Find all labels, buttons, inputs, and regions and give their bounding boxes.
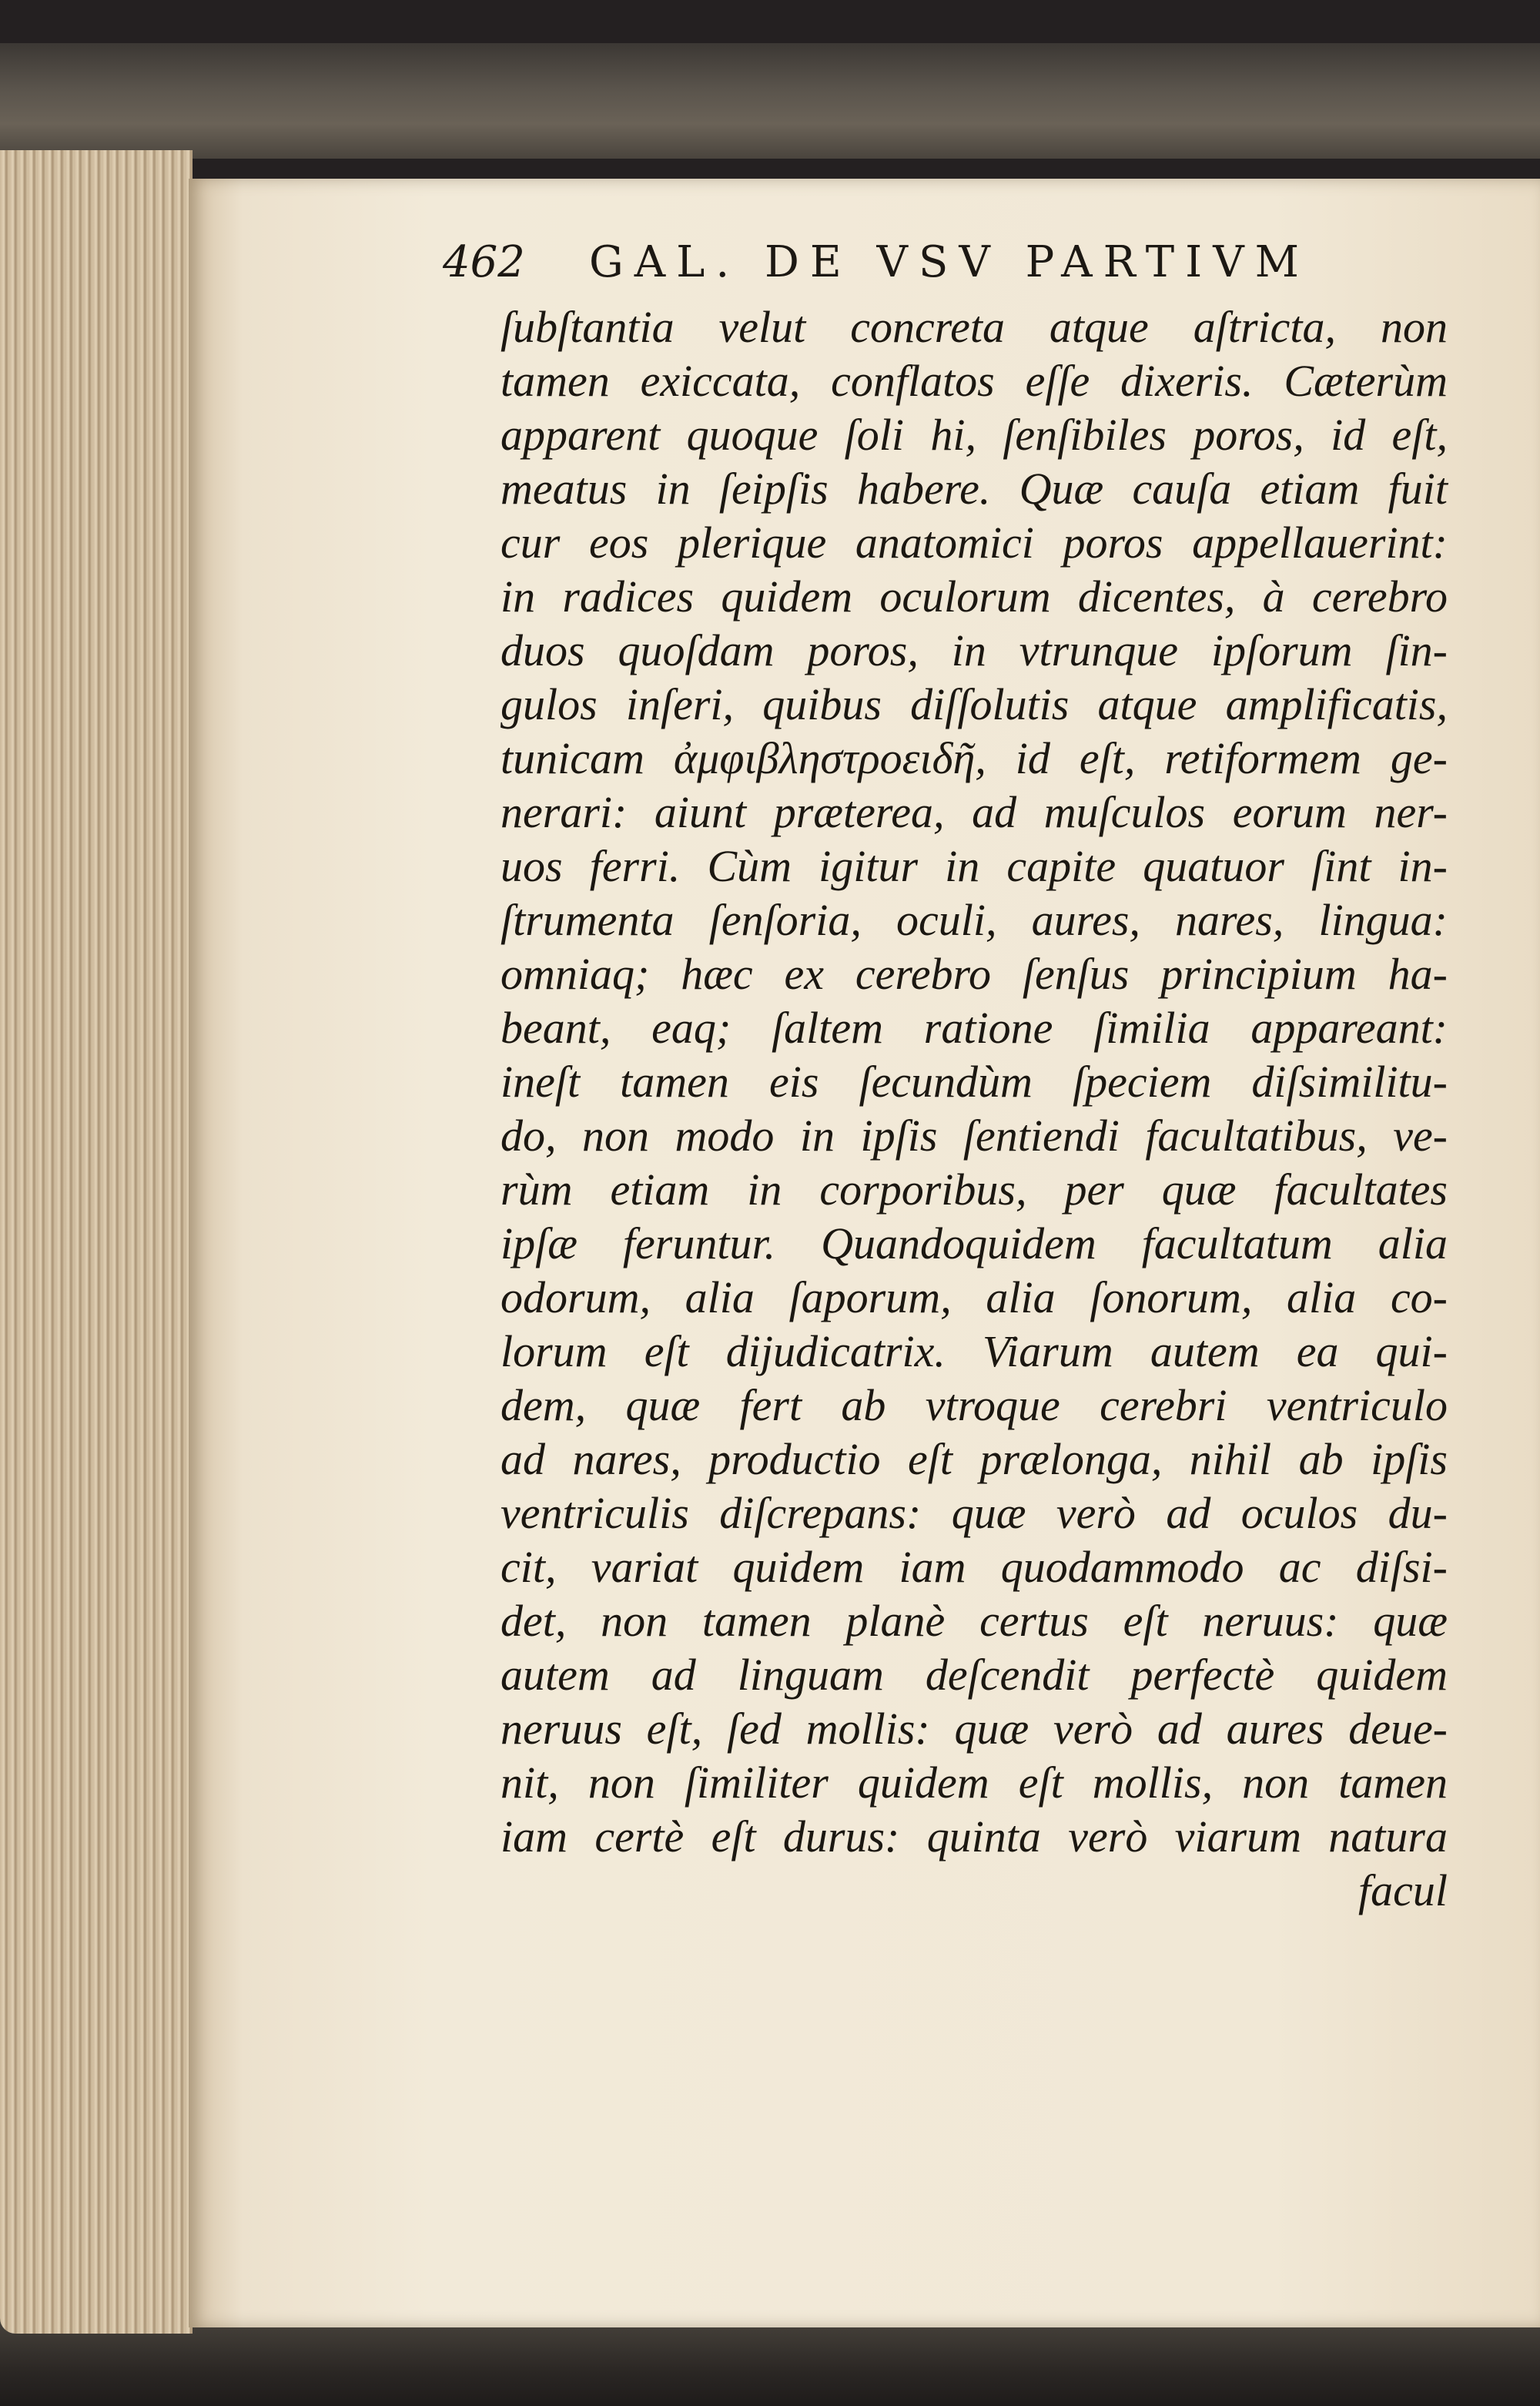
- text-line: ventriculis diſcrepans: quæ verò ad oculos du-: [500, 1488, 1448, 1538]
- text-line: det, non tamen planè certus eſt neruus: quæ: [500, 1596, 1448, 1646]
- text-line: neruus eſt, ſed mollis: quæ verò ad aures deue-: [500, 1704, 1448, 1754]
- text-line: rùm etiam in corporibus, per quæ facultates: [500, 1164, 1448, 1215]
- book-edge-bottom: [0, 2314, 1540, 2406]
- text-line: ſubſtantia velut concreta atque aſtricta, non: [500, 302, 1448, 352]
- text-line: omniaq; hæc ex cerebro ſenſus principium ha-: [500, 949, 1448, 999]
- text-line: duos quoſdam poros, in vtrunque ipſorum ſin-: [500, 625, 1448, 675]
- text-line: meatus in ſeipſis habere. Quæ cauſa etiam fuit: [500, 464, 1448, 514]
- text-line: ipſæ feruntur. Quandoquidem facultatum alia: [500, 1218, 1448, 1268]
- text-line: nit, non ſimiliter quidem eſt mollis, non tamen: [500, 1758, 1448, 1808]
- text-line: dem, quæ fert ab vtroque cerebri ventriculo: [500, 1380, 1448, 1430]
- text-line: apparent quoque ſoli hi, ſenſibiles poros, id eſt,: [500, 410, 1448, 460]
- running-header: [443, 231, 1444, 300]
- text-line: beant, eaq; ſaltem ratione ſimilia appareant:: [500, 1003, 1448, 1053]
- text-line: do, non modo in ipſis ſentiendi facultatibus, ve-: [500, 1111, 1448, 1161]
- body-text: [500, 300, 1448, 1918]
- page-number: 462: [443, 237, 525, 287]
- text-line: gulos inſeri, quibus diſſolutis atque amplificatis,: [500, 679, 1448, 729]
- text-line: ineſt tamen eis ſecundùm ſpeciem diſsimilitu-: [500, 1057, 1448, 1107]
- book-edge-top: [0, 43, 1540, 159]
- text-line: odorum, alia ſaporum, alia ſonorum, alia co-: [500, 1272, 1448, 1322]
- text-line: iam certè eſt durus: quinta verò viarum natura: [500, 1811, 1448, 1861]
- catchword: facul: [1358, 1865, 1448, 1915]
- text-line: cur eos plerique anatomici poros appellauerint:: [500, 518, 1448, 568]
- text-line: cit, variat quidem iam quodammodo ac diſsi-: [500, 1542, 1448, 1592]
- text-line: uos ferri. Cùm igitur in capite quatuor ſint in-: [500, 841, 1448, 891]
- text-line: lorum eſt dijudicatrix. Viarum autem ea qui-: [500, 1326, 1448, 1376]
- running-title: GAL. DE VSV PARTIVM: [589, 237, 1311, 287]
- text-line: ſtrumenta ſenſoria, oculi, aures, nares, lingua:: [500, 895, 1448, 945]
- text-line: tunicam ἀμφιβληστροειδῆ, id eſt, retiformem ge-: [500, 733, 1448, 783]
- text-line: in radices quidem oculorum dicentes, à cerebro: [500, 571, 1448, 622]
- page-stack: [0, 150, 192, 2334]
- text-line: autem ad linguam deſcendit perfectè quidem: [500, 1650, 1448, 1700]
- text-line: tamen exiccata, conflatos eſſe dixeris. Cæterùm: [500, 356, 1448, 406]
- text-line: nerari: aiunt præterea, ad muſculos eorum ner-: [500, 787, 1448, 837]
- text-line: ad nares, productio eſt prælonga, nihil ab ipſis: [500, 1434, 1448, 1484]
